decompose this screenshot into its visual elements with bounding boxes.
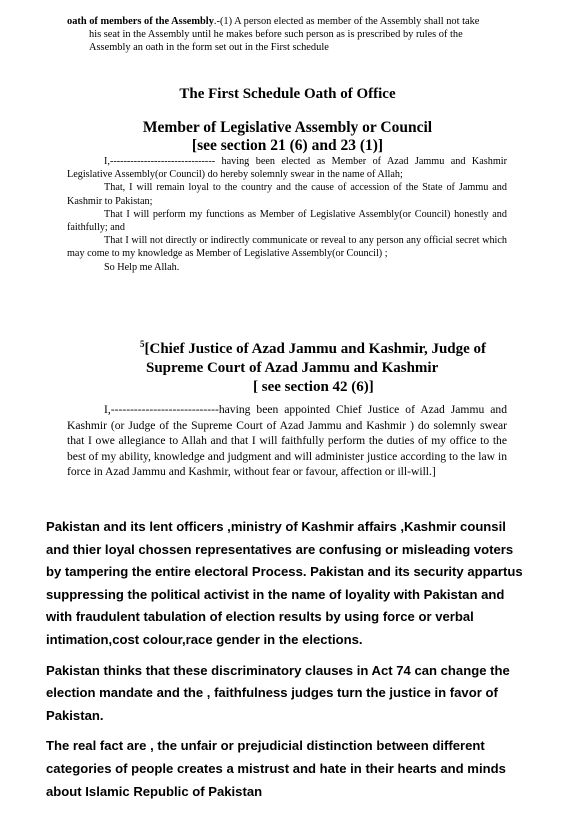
chief-justice-oath-text xyxy=(67,402,507,480)
commentary-paragraph: Pakistan thinks that these discriminatory clauses in Act 74 can change the election mandate and the , faithfulness judges turn the justice in favor of Pakistan. xyxy=(46,662,510,723)
commentary-paragraph: Pakistan and its lent officers ,ministry of Kashmir affairs ,Kashmir counsil and thier loyal chossen representatives are confusing or misleading voters by tampering the entire electoral Process. Pakistan and its security appartus suppressing the political activist in the name of loyality with Pakistan and with fraudulent tabulation of election results by using force or verbal intimation,cost colour,race gender in the elections. xyxy=(46,519,523,647)
cj-heading-line2: Supreme Court of Azad Jammu and Kashmir xyxy=(146,360,439,376)
clause-text-3: Assembly an oath in the form set out in the First schedule xyxy=(89,42,329,53)
footnote-marker: 5 xyxy=(140,339,145,349)
schedule-subtitle-line1: Member of Legislative Assembly or Council xyxy=(142,119,433,136)
commentary xyxy=(46,516,528,811)
oath-paragraph: That I will perform my functions as Member of Legislative Assembly(or Council) honestly and faithfully; and xyxy=(67,208,507,234)
cj-heading-line1: [Chief Justice of Azad Jammu and Kashmir, Judge of xyxy=(144,341,487,357)
oath-paragraph: I,------------------------------- having been elected as Member of Azad Jammu and Kashmir Legislative Assembly(or Council) do hereby solemnly swear in the name of Allah; xyxy=(67,156,507,181)
commentary-paragraph: The real fact are , the unfair or prejudicial distinction between different categories of people creates a mistrust and hate in their hearts and minds about Islamic Republic of Pakistan xyxy=(46,738,506,799)
oath-paragraph: That, I will remain loyal to the country and the cause of accession of the State of Jammu and Kashmir to Pakistan; xyxy=(67,182,507,207)
clause-label: oath of members of the Assembly xyxy=(67,16,214,27)
clause-text-1: .-(1) A person elected as member of the Assembly shall not take xyxy=(213,16,480,27)
clause-text-2: his seat in the Assembly until he makes before such person as is prescribed by rules of the xyxy=(89,29,463,40)
cj-heading-line3: [ see section 42 (6)] xyxy=(253,379,374,395)
member-oath-text xyxy=(67,155,507,274)
oath-paragraph: So Help me Allah. xyxy=(104,261,180,273)
schedule-subtitle xyxy=(0,119,575,155)
cj-oath-paragraph: I,----------------------------having been appointed Chief Justice of Azad Jammu and Kashmir (or Judge of the Supreme Court of Azad Jammu and Kashmir ) do solemnly swear that I owe allegiance to Allah and that I will faithfully perform the duties of my office to the best of my ability, knowledge and judgment and will administer justice according to the law in force in Azad Jammu and Kashmir, without fear or favour, affection or ill-will.] xyxy=(67,403,507,479)
oath-paragraph: That I will not directly or indirectly communicate or reveal to any person any official secret which may come to my knowledge as Member of Legislative Assembly(or Council) ; xyxy=(67,235,507,260)
schedule-title: The First Schedule Oath of Office xyxy=(179,86,396,102)
chief-justice-heading xyxy=(140,335,540,397)
oath-clause xyxy=(67,15,509,54)
schedule-subtitle-line2: [see section 21 (6) and 23 (1)] xyxy=(191,137,384,154)
